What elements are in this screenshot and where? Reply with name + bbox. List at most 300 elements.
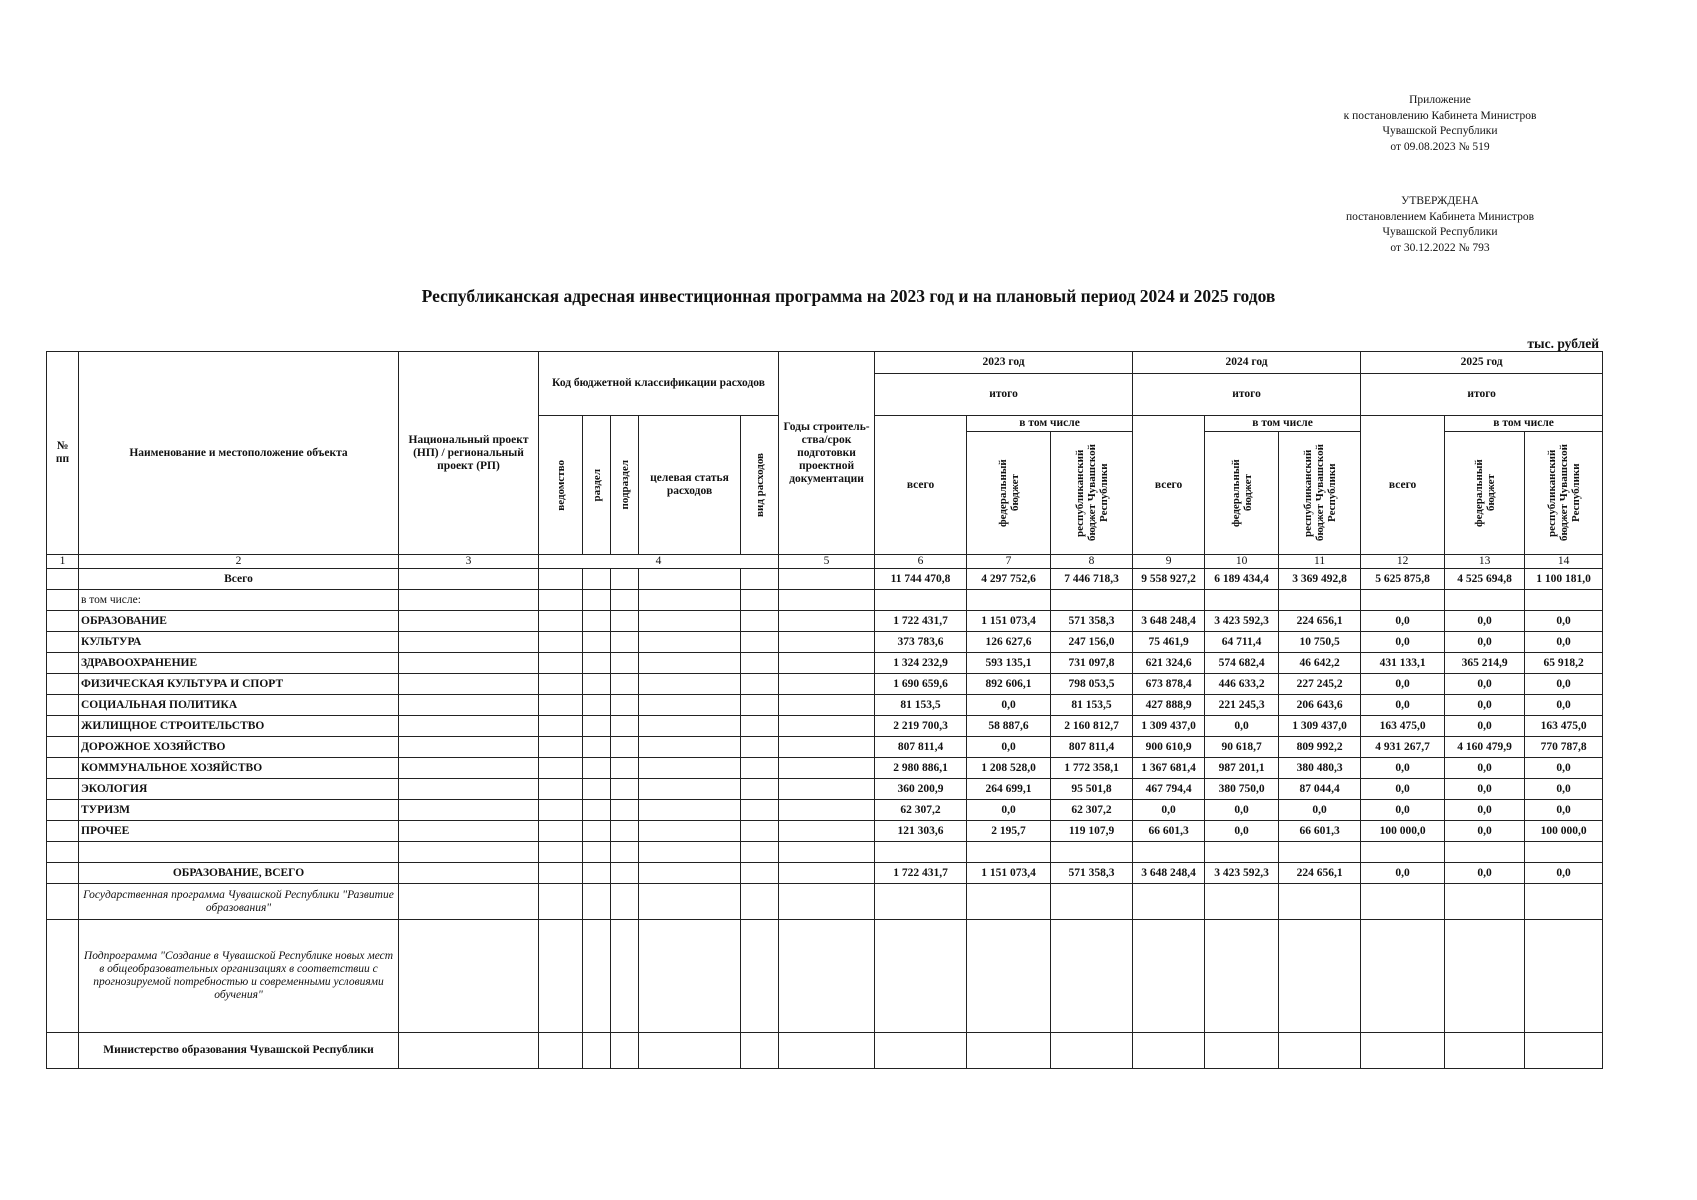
empty-cell <box>611 737 639 758</box>
category-row <box>47 590 1603 611</box>
empty-cell <box>611 569 639 590</box>
empty-cell <box>611 695 639 716</box>
col-num: 5 <box>779 555 875 569</box>
row-number <box>47 590 79 611</box>
value-cell: 0,0 <box>1133 800 1205 821</box>
appendix-line: от 09.08.2023 № 519 <box>1390 140 1490 153</box>
value-cell: 0,0 <box>967 737 1051 758</box>
category-row <box>47 716 1603 737</box>
value-cell: 65 918,2 <box>1525 653 1603 674</box>
value-cell: 66 601,3 <box>1133 821 1205 842</box>
value-cell: 1 324 232,9 <box>875 653 967 674</box>
empty-cell <box>779 653 875 674</box>
year-2023-header: 2023 год <box>875 352 1133 374</box>
empty-cell <box>583 716 611 737</box>
row-name: ЖИЛИЩНОЕ СТРОИТЕЛЬСТВО <box>79 716 399 737</box>
empty-cell <box>639 569 741 590</box>
in-that-number-header: в том числе <box>1445 416 1603 432</box>
col-no-header: № пп <box>47 352 79 555</box>
empty-cell <box>741 590 779 611</box>
empty-cell <box>639 590 741 611</box>
value-cell: 3 369 492,8 <box>1279 569 1361 590</box>
units-label: тыс. рублей <box>1527 336 1599 351</box>
value-cell: 0,0 <box>1361 632 1445 653</box>
republic-budget-header: республиканский бюджет Чувашской Республики <box>1545 444 1582 542</box>
empty-cell <box>611 716 639 737</box>
kbk-razdel-header: раздел <box>590 468 603 502</box>
grand-total-row <box>47 569 1603 590</box>
empty-cell <box>611 821 639 842</box>
empty-cell <box>639 779 741 800</box>
empty-cell <box>583 737 611 758</box>
empty-cell <box>539 611 583 632</box>
year-2024-header: 2024 год <box>1133 352 1361 374</box>
empty-cell <box>583 779 611 800</box>
value-cell: 0,0 <box>1445 863 1525 884</box>
empty-cell <box>539 590 583 611</box>
republic-budget-header: республиканский бюджет Чувашской Республики <box>1301 444 1338 542</box>
empty-cell <box>741 653 779 674</box>
category-row <box>47 737 1603 758</box>
empty-cell <box>779 632 875 653</box>
value-cell: 0,0 <box>1361 674 1445 695</box>
empty-cell <box>611 653 639 674</box>
category-row <box>47 821 1603 842</box>
empty-cell <box>611 758 639 779</box>
empty-cell <box>399 569 539 590</box>
value-cell: 0,0 <box>1525 674 1603 695</box>
empty-cell <box>399 695 539 716</box>
col-num: 3 <box>399 555 539 569</box>
approved-line: от 30.12.2022 № 793 <box>1390 241 1490 254</box>
value-cell: 264 699,1 <box>967 779 1051 800</box>
empty-cell <box>741 674 779 695</box>
empty-cell <box>399 758 539 779</box>
value-cell: 81 153,5 <box>1051 695 1133 716</box>
row-number <box>47 611 79 632</box>
value-cell: 593 135,1 <box>967 653 1051 674</box>
vsego-header: всего <box>1133 416 1205 555</box>
value-cell <box>1205 590 1279 611</box>
value-cell: 206 643,6 <box>1279 695 1361 716</box>
col-years-header: Годы строитель-ства/срок подготовки проектной документации <box>779 352 875 555</box>
row-number <box>47 716 79 737</box>
row-number <box>47 569 79 590</box>
empty-cell <box>399 674 539 695</box>
value-cell: 224 656,1 <box>1279 863 1361 884</box>
appendix-line: Чувашской Республики <box>1382 125 1498 137</box>
value-cell: 1 722 431,7 <box>875 611 967 632</box>
value-cell <box>875 590 967 611</box>
value-cell: 247 156,0 <box>1051 632 1133 653</box>
row-name: ПРОЧЕЕ <box>79 821 399 842</box>
subprogram-name: Подпрограмма "Создание в Чувашской Республике новых мест в общеобразовательных организациях в соответствии с прогнозируемой потребностью и современными условиями обучения" <box>79 920 399 1033</box>
value-cell: 0,0 <box>1279 800 1361 821</box>
value-cell: 221 245,3 <box>1205 695 1279 716</box>
empty-cell <box>741 758 779 779</box>
col-num: 1 <box>47 555 79 569</box>
value-cell: 3 648 248,4 <box>1133 611 1205 632</box>
column-number-row <box>47 555 1603 569</box>
vsego-header: всего <box>1361 416 1445 555</box>
row-number <box>47 821 79 842</box>
col-name-header: Наименование и местоположение объекта <box>79 352 399 555</box>
value-cell: 0,0 <box>1205 800 1279 821</box>
value-cell: 0,0 <box>1205 716 1279 737</box>
value-cell: 0,0 <box>1205 821 1279 842</box>
empty-cell <box>779 569 875 590</box>
in-that-number-header: в том числе <box>967 416 1133 432</box>
value-cell: 3 423 592,3 <box>1205 863 1279 884</box>
value-cell: 0,0 <box>1445 800 1525 821</box>
value-cell: 673 878,4 <box>1133 674 1205 695</box>
empty-cell <box>611 611 639 632</box>
category-row <box>47 758 1603 779</box>
empty-cell <box>399 590 539 611</box>
col-num: 13 <box>1445 555 1525 569</box>
empty-cell <box>741 611 779 632</box>
col-num: 11 <box>1279 555 1361 569</box>
value-cell: 892 606,1 <box>967 674 1051 695</box>
blank-row <box>47 842 1603 863</box>
empty-cell <box>639 695 741 716</box>
gosprogram-name: Государственная программа Чувашской Республики "Развитие образования" <box>79 884 399 920</box>
value-cell: 0,0 <box>1525 863 1603 884</box>
row-number <box>47 800 79 821</box>
empty-cell <box>583 590 611 611</box>
value-cell: 0,0 <box>1445 695 1525 716</box>
empty-cell <box>583 821 611 842</box>
itogo-header: итого <box>875 374 1133 416</box>
kbk-vedomstvo-header: ведомство <box>554 459 567 511</box>
value-cell: 87 044,4 <box>1279 779 1361 800</box>
gosprogram-row <box>47 884 1603 920</box>
value-cell: 380 750,0 <box>1205 779 1279 800</box>
value-cell: 126 627,6 <box>967 632 1051 653</box>
empty-cell <box>399 632 539 653</box>
value-cell: 0,0 <box>1525 758 1603 779</box>
value-cell: 2 195,7 <box>967 821 1051 842</box>
empty-cell <box>583 569 611 590</box>
value-cell: 7 446 718,3 <box>1051 569 1133 590</box>
empty-cell <box>639 737 741 758</box>
value-cell: 119 107,9 <box>1051 821 1133 842</box>
empty-cell <box>583 674 611 695</box>
empty-cell <box>611 800 639 821</box>
value-cell: 0,0 <box>1445 674 1525 695</box>
row-name: ДОРОЖНОЕ ХОЗЯЙСТВО <box>79 737 399 758</box>
value-cell: 4 297 752,6 <box>967 569 1051 590</box>
value-cell: 0,0 <box>1525 695 1603 716</box>
value-cell: 467 794,4 <box>1133 779 1205 800</box>
empty-cell <box>611 674 639 695</box>
value-cell: 373 783,6 <box>875 632 967 653</box>
category-row <box>47 800 1603 821</box>
empty-cell <box>779 758 875 779</box>
empty-cell <box>399 737 539 758</box>
empty-cell <box>539 632 583 653</box>
col-num: 9 <box>1133 555 1205 569</box>
row-name: ОБРАЗОВАНИЕ <box>79 611 399 632</box>
empty-cell <box>399 611 539 632</box>
value-cell: 1 151 073,4 <box>967 863 1051 884</box>
value-cell: 571 358,3 <box>1051 863 1133 884</box>
empty-cell <box>583 632 611 653</box>
row-number <box>47 863 79 884</box>
value-cell: 571 358,3 <box>1051 611 1133 632</box>
empty-cell <box>639 632 741 653</box>
kbk-vid-header: вид расходов <box>753 453 766 517</box>
value-cell: 731 097,8 <box>1051 653 1133 674</box>
subprogram-row <box>47 920 1603 1033</box>
value-cell: 0,0 <box>1361 611 1445 632</box>
empty-cell <box>539 716 583 737</box>
value-cell <box>1133 590 1205 611</box>
year-2025-header: 2025 год <box>1361 352 1603 374</box>
value-cell <box>967 590 1051 611</box>
empty-cell <box>741 716 779 737</box>
federal-budget-header: федеральный бюджет <box>996 459 1021 527</box>
empty-cell <box>583 800 611 821</box>
value-cell: 360 200,9 <box>875 779 967 800</box>
value-cell: 1 208 528,0 <box>967 758 1051 779</box>
federal-budget-header: федеральный бюджет <box>1472 459 1497 527</box>
value-cell: 1 772 358,1 <box>1051 758 1133 779</box>
value-cell <box>1279 590 1361 611</box>
empty-cell <box>639 800 741 821</box>
category-row <box>47 674 1603 695</box>
value-cell: 0,0 <box>1361 758 1445 779</box>
empty-cell <box>399 716 539 737</box>
col-num: 10 <box>1205 555 1279 569</box>
col-project-header: Национальный проект (НП) / региональный проект (РП) <box>399 352 539 555</box>
empty-cell <box>399 863 539 884</box>
value-cell: 9 558 927,2 <box>1133 569 1205 590</box>
empty-cell <box>741 821 779 842</box>
empty-cell <box>539 800 583 821</box>
row-number <box>47 737 79 758</box>
value-cell: 798 053,5 <box>1051 674 1133 695</box>
kbk-podrazdel-header: подраздел <box>618 460 631 510</box>
ministry-name: Министерство образования Чувашской Республики <box>79 1033 399 1069</box>
row-name: ЭКОЛОГИЯ <box>79 779 399 800</box>
value-cell: 0,0 <box>1361 863 1445 884</box>
value-cell: 0,0 <box>1361 779 1445 800</box>
empty-cell <box>583 695 611 716</box>
empty-cell <box>741 800 779 821</box>
approved-block <box>1320 194 1560 256</box>
appendix-block <box>1320 93 1560 155</box>
row-number <box>47 653 79 674</box>
appendix-line: к постановлению Кабинета Министров <box>1343 109 1537 122</box>
empty-cell <box>583 758 611 779</box>
value-cell <box>1051 590 1133 611</box>
empty-cell <box>639 674 741 695</box>
empty-cell <box>779 737 875 758</box>
col-num: 8 <box>1051 555 1133 569</box>
approved-line: УТВЕРЖДЕНА <box>1401 195 1479 207</box>
value-cell: 431 133,1 <box>1361 653 1445 674</box>
category-row <box>47 632 1603 653</box>
value-cell: 3 423 592,3 <box>1205 611 1279 632</box>
value-cell: 0,0 <box>1525 611 1603 632</box>
value-cell: 2 160 812,7 <box>1051 716 1133 737</box>
vsego-header: всего <box>875 416 967 555</box>
value-cell: 0,0 <box>1361 695 1445 716</box>
empty-cell <box>741 779 779 800</box>
value-cell: 0,0 <box>1525 800 1603 821</box>
value-cell: 100 000,0 <box>1525 821 1603 842</box>
empty-cell <box>399 821 539 842</box>
value-cell: 6 189 434,4 <box>1205 569 1279 590</box>
col-num: 2 <box>79 555 399 569</box>
empty-cell <box>539 653 583 674</box>
value-cell: 574 682,4 <box>1205 653 1279 674</box>
row-name: КУЛЬТУРА <box>79 632 399 653</box>
empty-cell <box>779 800 875 821</box>
col-kbk-header: Код бюджетной классификации расходов <box>539 352 779 416</box>
value-cell: 900 610,9 <box>1133 737 1205 758</box>
value-cell: 4 160 479,9 <box>1445 737 1525 758</box>
empty-cell <box>639 863 741 884</box>
empty-cell <box>741 863 779 884</box>
empty-cell <box>583 653 611 674</box>
empty-cell <box>741 569 779 590</box>
value-cell: 4 525 694,8 <box>1445 569 1525 590</box>
value-cell: 621 324,6 <box>1133 653 1205 674</box>
value-cell <box>1525 590 1603 611</box>
value-cell: 0,0 <box>1445 611 1525 632</box>
category-row <box>47 653 1603 674</box>
document-title: Республиканская адресная инвестиционная программа на 2023 год и на плановый период 2024 и 2025 годов <box>421 286 1276 306</box>
value-cell: 1 151 073,4 <box>967 611 1051 632</box>
kbk-statya-header: целевая статья расходов <box>639 416 741 555</box>
value-cell: 224 656,1 <box>1279 611 1361 632</box>
row-number <box>47 632 79 653</box>
empty-cell <box>639 716 741 737</box>
empty-cell <box>583 863 611 884</box>
value-cell: 2 219 700,3 <box>875 716 967 737</box>
value-cell: 163 475,0 <box>1361 716 1445 737</box>
col-num: 14 <box>1525 555 1603 569</box>
row-number <box>47 695 79 716</box>
value-cell: 64 711,4 <box>1205 632 1279 653</box>
investment-program-table <box>46 351 1603 1069</box>
empty-cell <box>611 863 639 884</box>
itogo-header: итого <box>1361 374 1603 416</box>
value-cell: 0,0 <box>1525 779 1603 800</box>
value-cell: 0,0 <box>1525 632 1603 653</box>
value-cell: 227 245,2 <box>1279 674 1361 695</box>
value-cell: 4 931 267,7 <box>1361 737 1445 758</box>
value-cell: 809 992,2 <box>1279 737 1361 758</box>
value-cell: 1 722 431,7 <box>875 863 967 884</box>
value-cell: 46 642,2 <box>1279 653 1361 674</box>
value-cell: 10 750,5 <box>1279 632 1361 653</box>
row-number <box>47 779 79 800</box>
value-cell <box>1445 590 1525 611</box>
row-number <box>47 758 79 779</box>
value-cell: 95 501,8 <box>1051 779 1133 800</box>
value-cell: 163 475,0 <box>1525 716 1603 737</box>
row-name: в том числе: <box>79 590 399 611</box>
value-cell: 380 480,3 <box>1279 758 1361 779</box>
col-num: 6 <box>875 555 967 569</box>
empty-cell <box>639 653 741 674</box>
value-cell: 62 307,2 <box>875 800 967 821</box>
empty-cell <box>539 863 583 884</box>
value-cell: 90 618,7 <box>1205 737 1279 758</box>
empty-cell <box>779 611 875 632</box>
empty-cell <box>611 632 639 653</box>
ministry-row <box>47 1033 1603 1069</box>
empty-cell <box>539 737 583 758</box>
value-cell: 1 367 681,4 <box>1133 758 1205 779</box>
value-cell: 0,0 <box>1361 800 1445 821</box>
empty-cell <box>539 695 583 716</box>
value-cell: 3 648 248,4 <box>1133 863 1205 884</box>
empty-cell <box>611 779 639 800</box>
empty-cell <box>779 695 875 716</box>
category-row <box>47 779 1603 800</box>
empty-cell <box>779 863 875 884</box>
col-num: 7 <box>967 555 1051 569</box>
empty-cell <box>399 779 539 800</box>
in-that-number-header: в том числе <box>1205 416 1361 432</box>
col-num: 4 <box>539 555 779 569</box>
republic-budget-header: республиканский бюджет Чувашской Республики <box>1073 444 1110 542</box>
value-cell: 1 690 659,6 <box>875 674 967 695</box>
approved-line: постановлением Кабинета Министров <box>1345 210 1535 223</box>
empty-cell <box>611 590 639 611</box>
row-name: ТУРИЗМ <box>79 800 399 821</box>
value-cell: 1 309 437,0 <box>1279 716 1361 737</box>
value-cell: 11 744 470,8 <box>875 569 967 590</box>
value-cell: 0,0 <box>1445 779 1525 800</box>
empty-cell <box>539 779 583 800</box>
value-cell: 365 214,9 <box>1445 653 1525 674</box>
row-name: Всего <box>79 569 399 590</box>
empty-cell <box>539 821 583 842</box>
empty-cell <box>639 611 741 632</box>
empty-cell <box>779 821 875 842</box>
row-name: КОММУНАЛЬНОЕ ХОЗЯЙСТВО <box>79 758 399 779</box>
empty-cell <box>741 737 779 758</box>
empty-cell <box>741 632 779 653</box>
empty-cell <box>779 674 875 695</box>
value-cell <box>1361 590 1445 611</box>
value-cell: 66 601,3 <box>1279 821 1361 842</box>
value-cell: 81 153,5 <box>875 695 967 716</box>
value-cell: 446 633,2 <box>1205 674 1279 695</box>
value-cell: 0,0 <box>967 800 1051 821</box>
value-cell: 0,0 <box>967 695 1051 716</box>
value-cell: 1 100 181,0 <box>1525 569 1603 590</box>
value-cell: 987 201,1 <box>1205 758 1279 779</box>
value-cell: 0,0 <box>1445 758 1525 779</box>
category-row <box>47 695 1603 716</box>
value-cell: 427 888,9 <box>1133 695 1205 716</box>
empty-cell <box>741 695 779 716</box>
empty-cell <box>639 758 741 779</box>
empty-cell <box>539 569 583 590</box>
row-name: ЗДРАВООХРАНЕНИЕ <box>79 653 399 674</box>
value-cell: 2 980 886,1 <box>875 758 967 779</box>
approved-line: Чувашской Республики <box>1382 226 1498 238</box>
value-cell: 1 309 437,0 <box>1133 716 1205 737</box>
value-cell: 75 461,9 <box>1133 632 1205 653</box>
education-total-row <box>47 863 1603 884</box>
